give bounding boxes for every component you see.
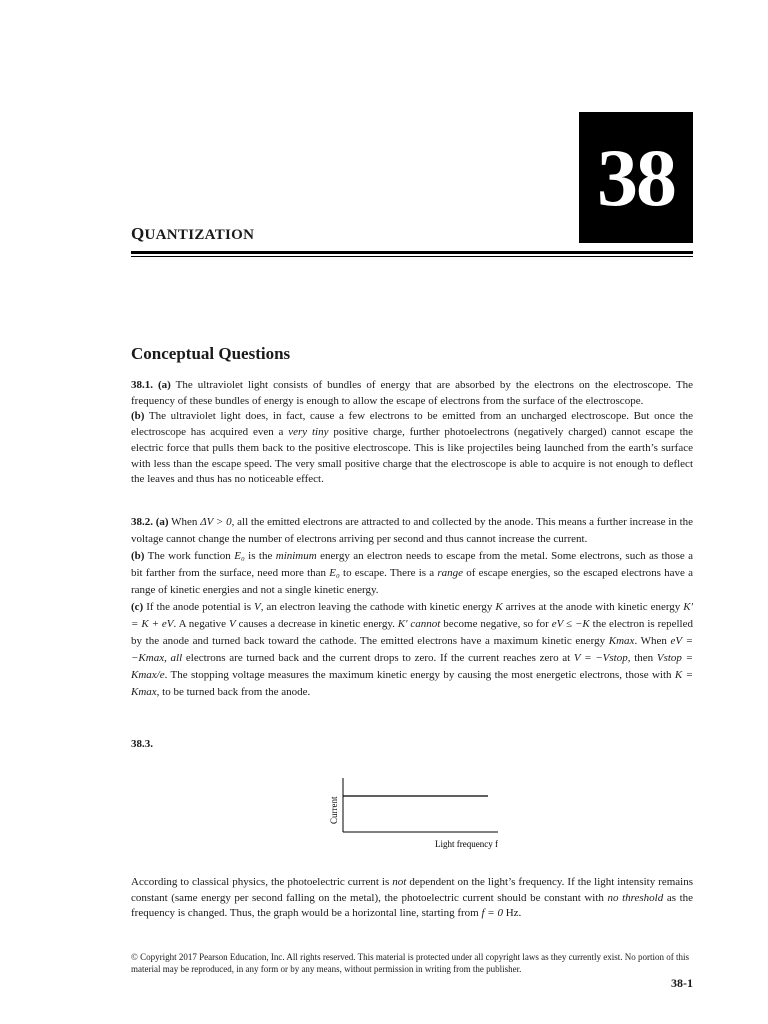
math-expression: V bbox=[228, 618, 236, 630]
part-b-text: positive charge, further photoelectrons (negatively charged) cannot escape the electric force that pulls them back to the positive electroscope. This is like projectiles being launched from the earth’s surface with less than the escape speed. The very small positive charge that the electroscope is able to acquire is not enough to deflect the leaves and thus has no noticeable effect. bbox=[131, 426, 694, 486]
math-expression: Vstop = Kmax/e bbox=[131, 652, 694, 681]
part-c-label: (c) bbox=[131, 601, 144, 613]
part-c-text: . When bbox=[634, 635, 667, 647]
part-b-emphasis: very tiny bbox=[288, 426, 329, 439]
part-c-emphasis: cannot bbox=[410, 618, 441, 630]
answer-emphasis: not bbox=[392, 876, 407, 888]
part-b-text: The ultraviolet light does, in fact, cause a few electrons to be emitted from an uncharged electroscope. But once the electroscope has acquired even a bbox=[131, 410, 693, 439]
part-b-label: (b) bbox=[131, 410, 145, 423]
page-number: 38-1 bbox=[671, 976, 693, 990]
part-c-text: . The stopping voltage measures the maximum kinetic energy by causing the most energetic electrons, those with bbox=[164, 669, 672, 681]
question-38-1 bbox=[131, 378, 693, 488]
part-c-text: causes a decrease in kinetic energy. bbox=[238, 618, 395, 630]
part-b-emphasis: range bbox=[437, 567, 464, 579]
part-b-text: energy an electron needs to escape from the metal. Some electrons, such as those a bit farther from the surface, need more than bbox=[131, 550, 694, 579]
answer-emphasis: no threshold bbox=[607, 891, 664, 904]
part-c-text: , to be turned back from the anode. bbox=[156, 686, 311, 698]
y-axis-label: Current bbox=[329, 796, 339, 824]
math-expression: E₀ bbox=[234, 550, 245, 562]
math-expression: K′ bbox=[397, 618, 408, 630]
part-b-text: to escape. There is a bbox=[343, 567, 435, 579]
part-a-text: The ultraviolet light consists of bundles of energy that are absorbed by the electrons on the electroscope. The frequency of these bundles of energy is enough to allow the escape of electrons from the surface of the electroscope. bbox=[131, 379, 694, 407]
part-a-label: (a) bbox=[158, 379, 171, 391]
current-vs-frequency-graph bbox=[318, 772, 508, 852]
math-expression: K = Kmax bbox=[131, 669, 694, 698]
answer-text: dependent on the light’s frequency. If the light intensity remains constant (same energy per second falling on the metal), the photoelectric current should be constant with bbox=[131, 876, 694, 904]
math-expression: K bbox=[495, 601, 503, 613]
part-c-text: electrons are turned back and the current drops to zero. If the current reaches zero at bbox=[185, 652, 571, 664]
part-a-text: When bbox=[171, 516, 198, 528]
part-b-emphasis: minimum bbox=[275, 550, 317, 562]
part-b-text: is the bbox=[248, 550, 273, 562]
math-expression: eV = −Kmax bbox=[131, 635, 694, 664]
question-38-2 bbox=[131, 514, 693, 701]
section-heading: Conceptual Questions bbox=[131, 344, 291, 363]
part-c-emphasis: all bbox=[170, 652, 183, 664]
math-expression: Kmax bbox=[608, 635, 635, 647]
answer-text: as the frequency is changed. Thus, the graph would be a horizontal line, starting from bbox=[131, 891, 694, 920]
chapter-title-initial: Q bbox=[131, 224, 145, 243]
part-c-text: become negative, so for bbox=[443, 618, 549, 630]
question-label: 38.2. bbox=[131, 516, 153, 528]
title-rule-thick bbox=[131, 251, 693, 254]
math-expression: f = 0 bbox=[481, 907, 503, 920]
part-b-label: (b) bbox=[131, 550, 145, 562]
math-expression: ΔV > 0, bbox=[200, 516, 235, 528]
math-expression: E₀ bbox=[329, 567, 340, 579]
title-rule-thin bbox=[131, 256, 693, 257]
math-expression: eV ≤ −K bbox=[551, 618, 590, 630]
part-c-text: , bbox=[164, 652, 167, 664]
part-c-text: If the anode potential is bbox=[146, 601, 251, 613]
math-expression: K′ = K + eV bbox=[131, 601, 694, 630]
chapter-title-rest: UANTIZATION bbox=[144, 227, 255, 243]
part-c-text: . A negative bbox=[173, 618, 227, 630]
part-c-text: , an electron leaving the cathode with kinetic energy bbox=[260, 601, 493, 613]
chapter-title bbox=[131, 224, 254, 244]
question-38-3 bbox=[131, 875, 693, 922]
question-label: 38.3. bbox=[131, 738, 153, 750]
part-b-text: of escape energies, so the escaped electrons have a range of kinetic energies and not a single kinetic energy. bbox=[131, 567, 694, 596]
part-a-text: all the emitted electrons are attracted to and collected by the anode. This means a further increase in the voltage cannot change the number of electrons arriving per second and thus cannot increase the current. bbox=[131, 516, 694, 545]
part-c-text: , then bbox=[627, 652, 654, 664]
part-c-text: arrives at the anode with kinetic energy bbox=[505, 601, 681, 613]
question-38-3-label bbox=[131, 737, 693, 753]
math-expression: V bbox=[253, 601, 261, 613]
answer-text: Hz. bbox=[505, 907, 522, 920]
question-label: 38.1. bbox=[131, 379, 153, 391]
part-c-text: the electron is repelled by the anode and turned back toward the cathode. The emitted electrons have a maximum kinetic energy bbox=[131, 618, 693, 647]
part-a-label: (a) bbox=[155, 516, 169, 528]
chapter-number-box bbox=[579, 112, 693, 243]
math-expression: V = −Vstop bbox=[573, 652, 628, 664]
answer-text: According to classical physics, the photoelectric current is bbox=[131, 876, 390, 888]
copyright-notice: © Copyright 2017 Pearson Education, Inc. All rights reserved. This material is protected under all copyright laws as they currently exist. No portion of this material may be reproduced, in any form or by any means, without permission in writing from the publisher. bbox=[131, 952, 690, 974]
part-b-text: The work function bbox=[147, 550, 231, 562]
x-axis-label: Light frequency f bbox=[435, 839, 498, 849]
chapter-number: 38 bbox=[597, 131, 675, 223]
